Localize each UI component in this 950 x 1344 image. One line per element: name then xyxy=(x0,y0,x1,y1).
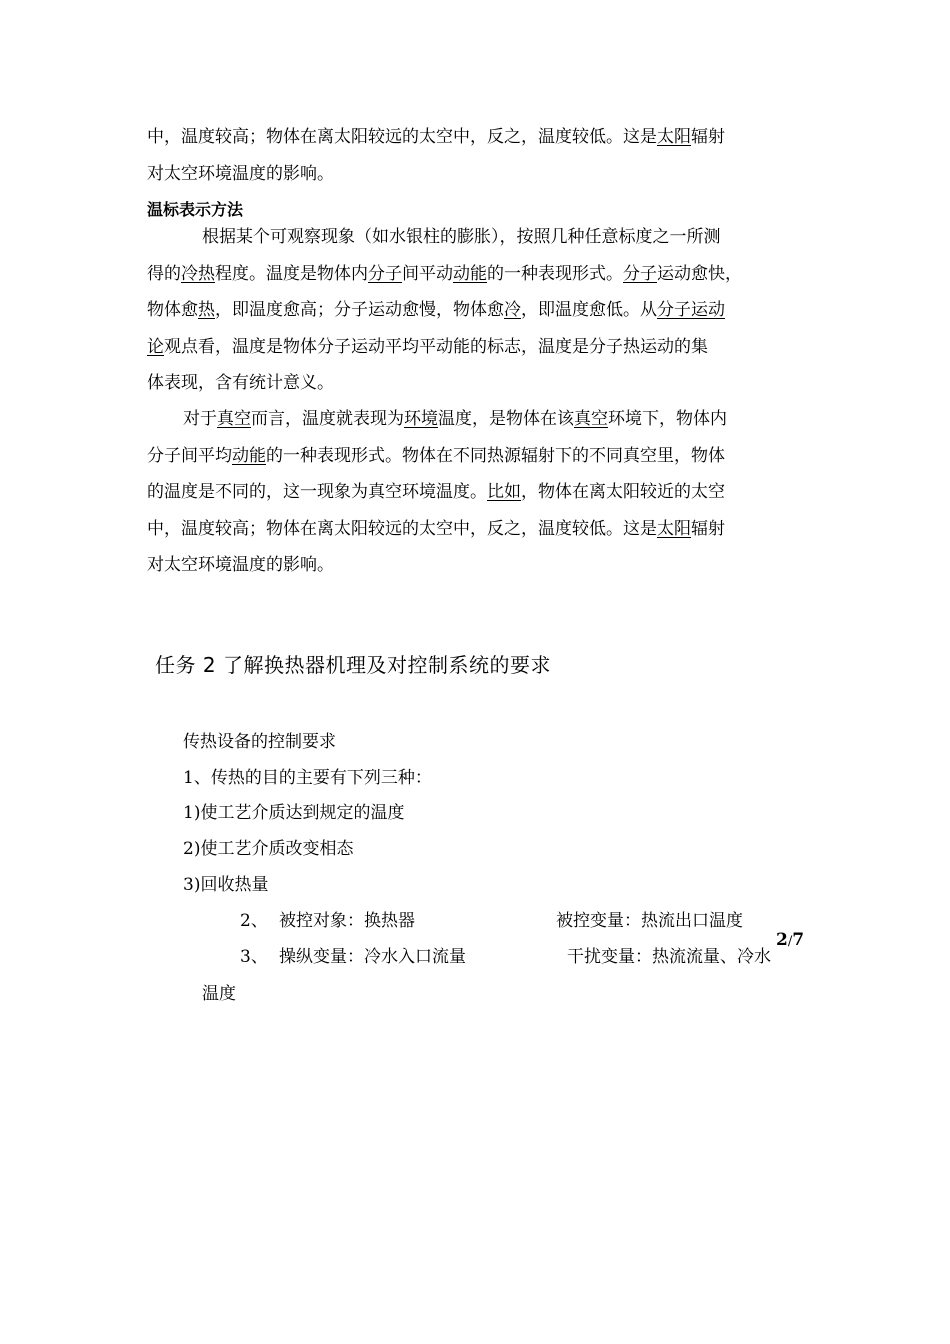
body-text-line: 的温度是不同的，这一现象为真空环境温度。比如，物体在离太阳较近的太空 xyxy=(147,482,725,502)
body-text-line: 中，温度较高；物体在离太阳较远的太空中，反之，温度较低。这是太阳辐射 xyxy=(147,127,725,147)
requirements-title: 传热设备的控制要求 xyxy=(183,732,336,752)
list-subitem: 3)回收热量 xyxy=(183,875,269,895)
link-vacuum[interactable]: 真空 xyxy=(574,409,608,429)
section-heading: 温标表示方法 xyxy=(147,200,244,219)
link-molecule[interactable]: 分子 xyxy=(368,264,402,284)
body-text-line: 根据某个可观察现象（如水银柱的膨胀），按照几种任意标度之一所测 xyxy=(202,227,721,247)
link-environment[interactable]: 环境 xyxy=(404,409,438,429)
page-separator: / xyxy=(787,934,793,949)
body-text-line: 得的冷热程度。温度是物体内分子间平动动能的一种表现形式。分子运动愈快， xyxy=(147,264,742,284)
link-sun[interactable]: 太阳 xyxy=(657,127,691,147)
body-text-line: 对太空环境温度的影响。 xyxy=(147,164,334,184)
disturbance-variable: 干扰变量：热流流量、冷水 xyxy=(567,947,771,967)
link-vacuum[interactable]: 真空 xyxy=(217,409,251,429)
link-molecular-kinetic-theory[interactable]: 分子运动 xyxy=(657,300,725,320)
list-subitem: 1)使工艺介质达到规定的温度 xyxy=(183,803,405,823)
list-subitem: 2)使工艺介质改变相态 xyxy=(183,839,354,859)
page-total: 7 xyxy=(792,930,805,950)
task-heading: 任务 2 了解换热器机理及对控制系统的要求 xyxy=(155,653,551,677)
link-sun[interactable]: 太阳 xyxy=(657,519,691,539)
page-number xyxy=(776,929,804,953)
link-heat[interactable]: 热 xyxy=(198,300,215,320)
manipulated-variable: 操纵变量：冷水入口流量 xyxy=(279,947,466,967)
link-kinetic-energy[interactable]: 动能 xyxy=(453,264,487,284)
body-text-line: 对于真空而言，温度就表现为环境温度，是物体在该真空环境下，物体内 xyxy=(183,409,727,429)
body-text-line: 论观点看，温度是物体分子运动平均平动能的标志，温度是分子热运动的集 xyxy=(147,337,708,357)
link-hot-cold[interactable]: 冷热 xyxy=(181,264,215,284)
controlled-object: 被控对象：换热器 xyxy=(279,911,415,931)
list-item-number: 3、 xyxy=(240,947,268,967)
body-text-line: 体表现，含有统计意义。 xyxy=(147,373,334,393)
body-text-line: 中，温度较高；物体在离太阳较远的太空中，反之，温度较低。这是太阳辐射 xyxy=(147,519,725,539)
body-text-line: 分子间平均动能的一种表现形式。物体在不同热源辐射下的不同真空里，物体 xyxy=(147,446,725,466)
link-theory[interactable]: 论 xyxy=(147,337,164,357)
link-cold[interactable]: 冷 xyxy=(504,300,521,320)
disturbance-variable-cont: 温度 xyxy=(202,984,236,1004)
body-text-line: 对太空环境温度的影响。 xyxy=(147,555,334,575)
list-item-number: 2、 xyxy=(240,911,268,931)
link-for-example[interactable]: 比如 xyxy=(487,482,521,502)
list-item: 1、传热的目的主要有下列三种： xyxy=(183,768,432,788)
link-kinetic-energy[interactable]: 动能 xyxy=(232,446,266,466)
page-current: 2 xyxy=(776,930,788,950)
body-text-line: 物体愈热，即温度愈高；分子运动愈慢，物体愈冷，即温度愈低。从分子运动 xyxy=(147,300,725,320)
link-molecule[interactable]: 分子 xyxy=(623,264,657,284)
controlled-variable: 被控变量：热流出口温度 xyxy=(556,911,743,931)
